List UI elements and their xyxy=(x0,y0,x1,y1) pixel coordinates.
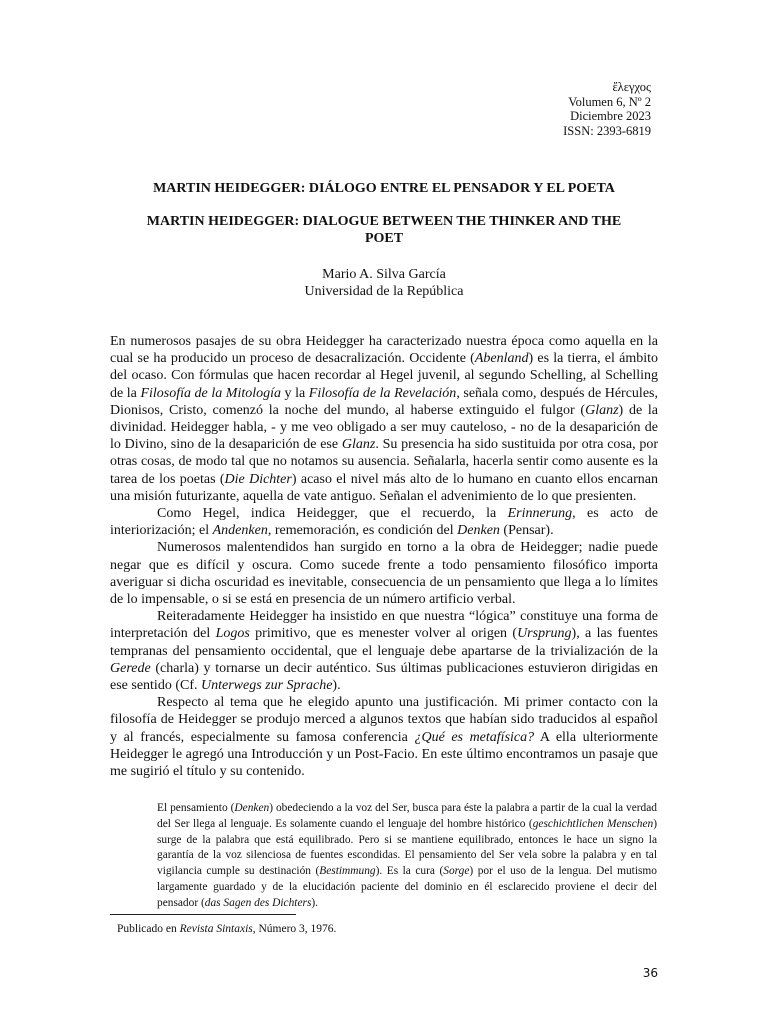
title-english-line2: POET xyxy=(364,230,404,246)
italic-term: Denken xyxy=(457,523,500,539)
text-run: Reiteradamente Heidegger ha insistido en que nuestra “lógica” constituye una forma de interpretación del xyxy=(110,609,658,642)
text-run: (charla) y tornarse un decir auténtico. Sus últimas publicaciones estuvieron dirigidas en ese sentido (Cf. xyxy=(110,660,658,694)
text-run: Numerosos malentendidos han surgido en torno a la obra de Heidegger; nadie puede negar que es difícil y oscura. Como sucede frente a todo pensamiento filosófico importa averiguar si dicha oscuridad es inevitable, consecuencia de un pensamiento que llega a lo límites de lo impensable, o si se está en presencia de un número artificio verbal. xyxy=(110,540,658,608)
italic-term: das Sagen des Dichters xyxy=(204,896,312,909)
journal-issn: ISSN: 2393-6819 xyxy=(563,123,651,138)
text-run: (Pensar). xyxy=(499,523,554,539)
italic-term: Gerede xyxy=(110,660,151,676)
text-run: , rememoración, es condición del xyxy=(267,523,458,539)
italic-term: Revista Sintaxis xyxy=(179,923,253,935)
footnote xyxy=(117,922,336,936)
text-run: , es acto de interiorización; el xyxy=(110,506,658,539)
text-run: Respecto al tema que he elegido apunto una justificación. Mi primer contacto con la filosofía de Heidegger se produjo merced a algunos textos que habían sido traducidos al español y al francés, especialmente su famosa conferencia xyxy=(110,695,658,745)
text-run: Publicado en xyxy=(117,923,180,935)
text-run: ) es la tierra, el ámbito del ocaso. Con fórmulas que hacen recordar al Hegel juvenil, al segundo Schelling, al Schelling de la xyxy=(110,351,658,401)
page-number: 36 xyxy=(642,966,658,980)
italic-term: Die Dichter xyxy=(224,471,292,487)
text-run: Como Hegel, indica Heidegger, que el recuerdo, la xyxy=(157,506,508,522)
title-english-line1: MARTIN HEIDEGGER: DIALOGUE BETWEEN THE THINKER AND THE xyxy=(146,214,622,229)
journal-header xyxy=(563,80,651,138)
text-run: El pensamiento ( xyxy=(157,802,235,814)
journal-name: ἔλεγχος xyxy=(612,80,651,94)
text-run: primitivo, que es menester volver al origen ( xyxy=(249,626,518,642)
paragraph-4 xyxy=(110,608,658,694)
text-run: ) acaso el nivel más alto de lo humano en cuanto ellos encarnan una misión futurizante, aquella de vate antiguo. Señalan el advenimiento de lo que presienten. xyxy=(110,471,658,504)
text-run: , señala como, después de Hércules, Dionisos, Cristo, comenzó la noche del mundo, al haberse extinguido el fulgor ( xyxy=(110,385,658,418)
text-run: En numerosos pasajes de su obra Heidegger ha caracterizado nuestra época como aquella en la cual se ha producido un proceso de desacralización. Occidente ( xyxy=(110,334,658,367)
title-english xyxy=(110,214,658,247)
body-text xyxy=(110,333,658,780)
text-run: ) de la divinidad. Heidegger habla, - y me veo obligado a ser muy cauteloso, - no de la desaparición de lo Divino, sino de la desaparición de ese xyxy=(110,402,658,453)
italic-term: Filosofía de la Mitología xyxy=(140,385,281,401)
text-run: ) por el uso de la lengua. Del mutismo largamente guardado y de la elucidación paciente del dominio en él esclarecido proviene el decir del pensador ( xyxy=(157,865,657,909)
text-run: , Número 3, 1976. xyxy=(252,923,337,935)
author-affiliation: Universidad de la República xyxy=(304,284,464,299)
text-run: . Su presencia ha sido sustituida por otra cosa, por otras cosas, de modo tal que no notamos su ausencia. Señalarla, hacerla sentir como ausente es la tarea de los poetas ( xyxy=(110,437,658,487)
italic-term: Logos xyxy=(215,626,250,642)
italic-term: Abenland xyxy=(474,351,529,367)
text-run: A ella ulteriormente Heidegger le agregó una Introducción y un Post-Facio. En este último encontramos un pasaje que me sugirió el título y su contenido. xyxy=(110,729,659,780)
text-run: ) obedeciendo a la voz del Ser, busca para éste la palabra a partir de la cual la verdad del Ser llega al lenguaje. Es solamente cuando el lenguaje del hombre histórico ( xyxy=(157,802,657,830)
italic-term: Glanz xyxy=(585,402,619,418)
paragraph-5 xyxy=(110,694,658,780)
footnote-divider xyxy=(110,914,296,915)
italic-term: Glanz xyxy=(341,437,376,453)
italic-term: ¿Qué es metafísica? xyxy=(414,729,535,745)
italic-term: Filosofía de la Revelación xyxy=(308,385,457,401)
block-quote xyxy=(157,801,657,912)
author-block xyxy=(110,266,658,300)
text-run: ). xyxy=(332,678,341,694)
quote-paragraph xyxy=(157,801,657,912)
journal-volume: Volumen 6, Nº 2 xyxy=(568,94,651,109)
italic-term: Denken xyxy=(234,802,270,814)
text-run: y la xyxy=(281,385,309,401)
paragraph-3 xyxy=(110,539,658,608)
italic-term: Bestimmung xyxy=(319,865,376,878)
text-run: ), a las fuentes tempranas del pensamiento occidental, que el lenguaje debe apartarse de la trivialización de la xyxy=(110,626,658,659)
italic-term: Ursprung xyxy=(517,626,572,642)
text-run: ). xyxy=(311,896,319,909)
text-run: ) surge de la palabra que está equilibrado. Pero si se mantiene equilibrado, entonces le hace un signo la garantía de la voz silenciosa de fuentes escondidas. El pensamiento del Ser vela sobre la palabra y en tal vigilancia cumple su destinación ( xyxy=(157,817,657,878)
author-name: Mario A. Silva García xyxy=(322,267,446,282)
italic-term: Andenken xyxy=(212,523,268,539)
paragraph-2 xyxy=(110,505,658,539)
italic-term: Unterwegs zur Sprache xyxy=(200,678,333,694)
journal-date: Diciembre 2023 xyxy=(570,109,651,123)
italic-term: geschichtlichen Menschen xyxy=(532,817,654,830)
text-run: ). Es la cura ( xyxy=(375,865,444,878)
italic-term: Erinnerung xyxy=(507,506,573,522)
italic-term: Sorge xyxy=(443,865,470,878)
paragraph-1 xyxy=(110,333,658,505)
title-spanish: MARTIN HEIDEGGER: DIÁLOGO ENTRE EL PENSADOR Y EL POETA xyxy=(153,181,615,196)
